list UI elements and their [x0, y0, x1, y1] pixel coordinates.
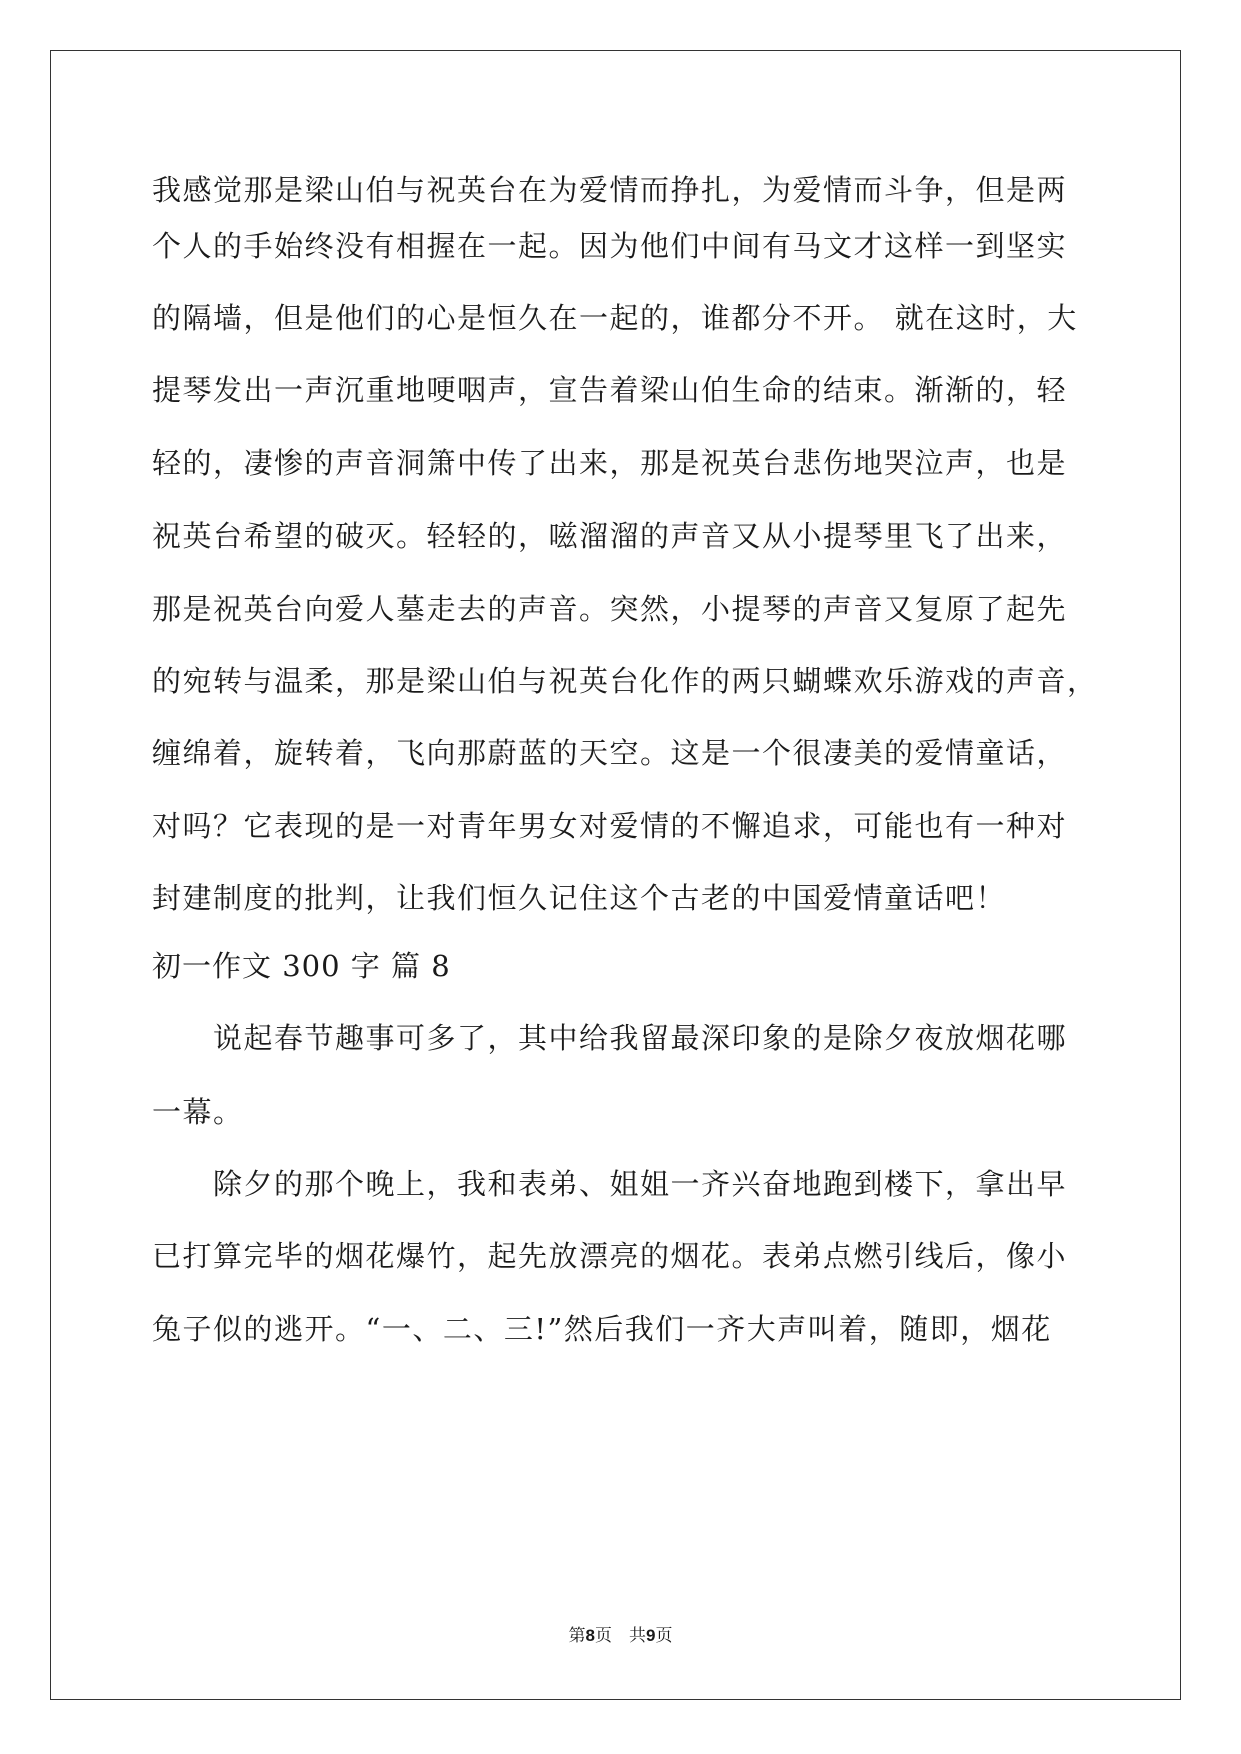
- text-line: 那是祝英台向爱人墓走去的声音。突然，小提琴的声音又复原了起先: [152, 592, 1068, 626]
- text-line: 个人的手始终没有相握在一起。因为他们中间有马文才这样一到坚实: [152, 229, 1068, 263]
- text-line: 说起春节趣事可多了，其中给我留最深印象的是除夕夜放烟花哪: [152, 1021, 1068, 1055]
- text-line: 祝英台希望的破灭。轻轻的，嗞溜溜的声音又从小提琴里飞了出来，: [152, 519, 1068, 553]
- text-line: 轻的，凄惨的声音洞箫中传了出来，那是祝英台悲伤地哭泣声，也是: [152, 446, 1068, 480]
- section-heading: 初一作文 300 字 篇 8: [152, 949, 451, 983]
- text-line: 提琴发出一声沉重地哽咽声，宣告着梁山伯生命的结束。渐渐的，轻: [152, 373, 1068, 407]
- text-line: 除夕的那个晚上，我和表弟、姐姐一齐兴奋地跑到楼下，拿出早: [152, 1167, 1068, 1201]
- text-line: 封建制度的批判，让我们恒久记住这个古老的中国爱情童话吧！: [152, 881, 1007, 915]
- text-line: 缠绵着，旋转着，飞向那蔚蓝的天空。这是一个很凄美的爱情童话，: [152, 736, 1068, 770]
- footer-prefix: 第: [568, 1626, 586, 1646]
- text-line: 一幕。: [152, 1095, 244, 1129]
- text-line: 兔子似的逃开。“一、二、三!”然后我们一齐大声叫着，随即，烟花: [152, 1312, 1052, 1346]
- text-line: 已打算完毕的烟花爆竹，起先放漂亮的烟花。表弟点燃引线后，像小: [152, 1239, 1068, 1273]
- text-line: 对吗？它表现的是一对青年男女对爱情的不懈追求，可能也有一种对: [152, 809, 1068, 843]
- text-line: 我感觉那是梁山伯与祝英台在为爱情而挣扎，为爱情而斗争，但是两: [152, 173, 1068, 207]
- footer-middle: 页 共: [595, 1626, 646, 1646]
- current-page-number: 8: [585, 1626, 595, 1645]
- total-page-number: 9: [646, 1626, 656, 1645]
- page-footer: [0, 1624, 1241, 1648]
- text-line: 的宛转与温柔，那是梁山伯与祝英台化作的两只蝴蝶欢乐游戏的声音，: [152, 664, 1098, 698]
- footer-suffix: 页: [655, 1626, 673, 1646]
- text-line: 的隔墙，但是他们的心是恒久在一起的，谁都分不开。 就在这时，大: [152, 301, 1078, 335]
